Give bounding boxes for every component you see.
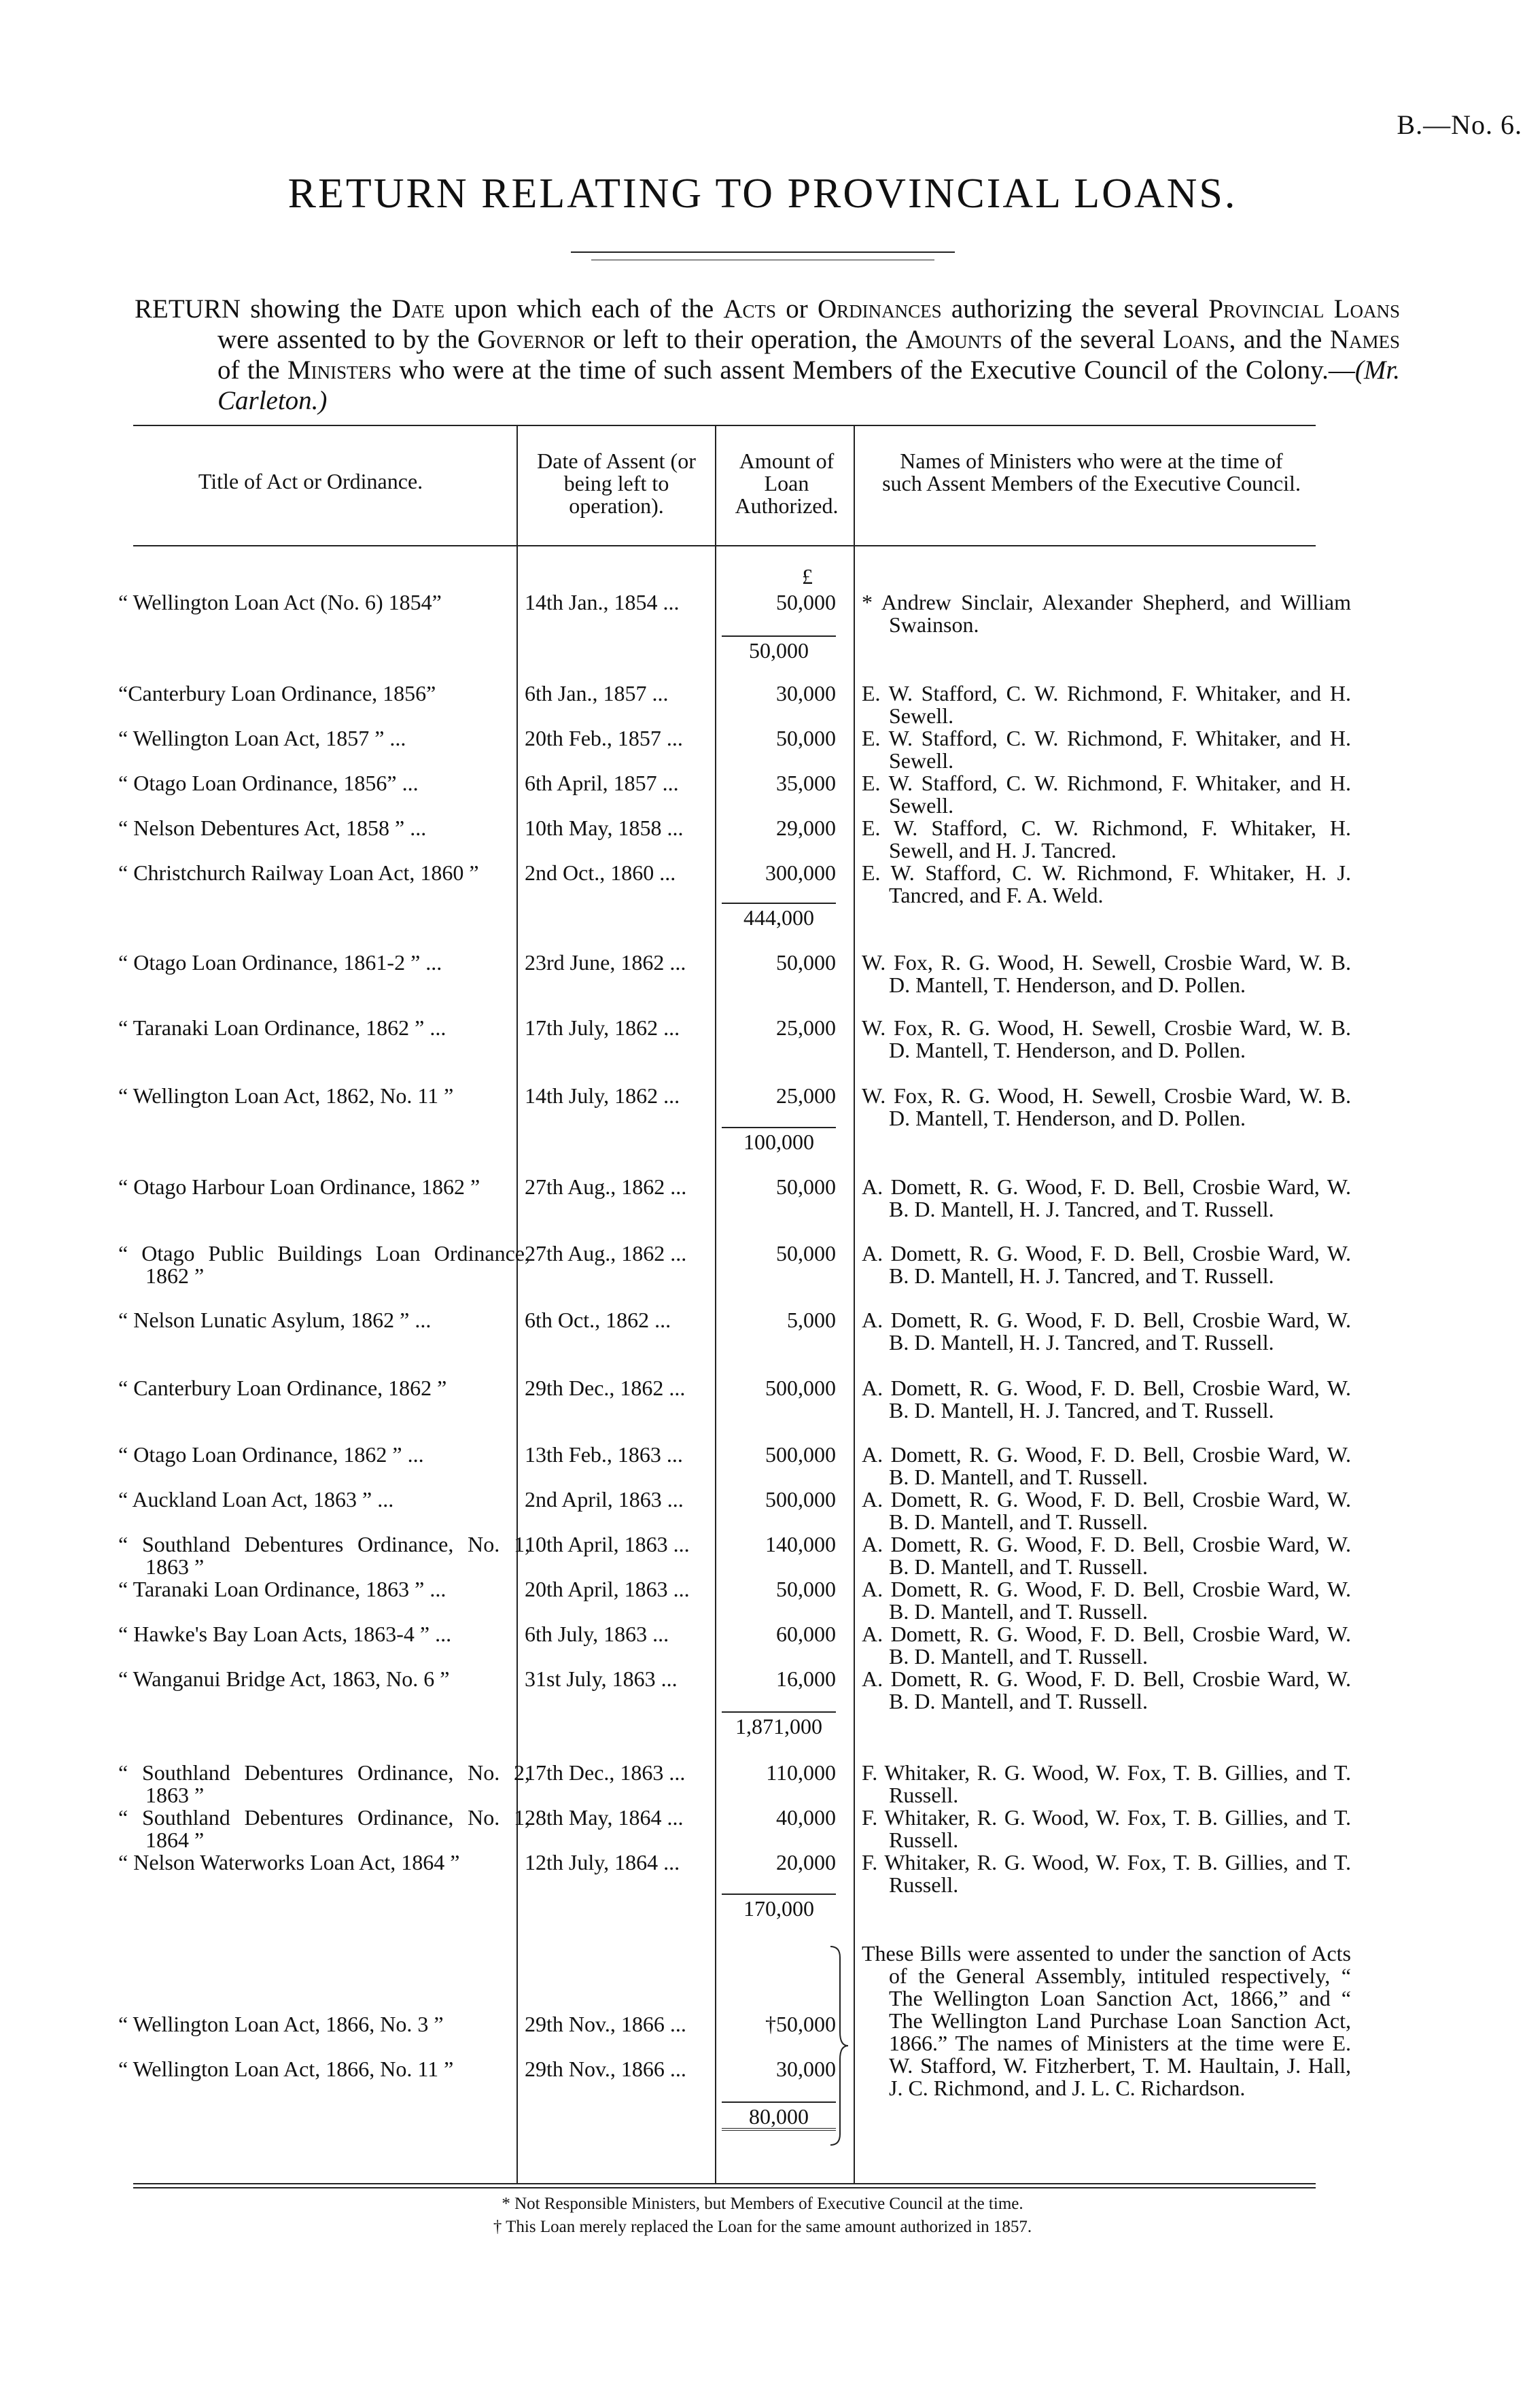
table-row-names: E. W. Stafford, C. W. Richmond, F. Whitaker, H. J. Tancred, and F. A. Weld. [862,860,1351,907]
brace-mark [828,1944,852,2148]
table-row-names: E. W. Stafford, C. W. Richmond, F. Whitaker, and H. Sewell. [862,681,1351,728]
table-row-title: “ Otago Loan Ordinance, 1862 ” ... [118,1442,424,1467]
table-row-title: “ Southland Debentures Ordinance, No. 1, 1863 ” [118,1532,530,1579]
table-row-date: 29th Nov., 1866 ... [525,2057,686,2081]
table-row-date: 13th Feb., 1863 ... [525,1442,683,1467]
table-row-amount: 25,000 [776,1083,836,1108]
table-row-amount: 40,000 [776,1805,836,1830]
table-row-date: 29th Dec., 1862 ... [525,1376,686,1400]
subtotal: 1,871,000 [722,1711,836,1738]
table-row-title: “ Otago Loan Ordinance, 1861-2 ” ... [118,950,442,975]
table-row-names: E. W. Stafford, C. W. Richmond, F. Whitaker, and H. Sewell. [862,726,1351,773]
page-title: RETURN RELATING TO PROVINCIAL LOANS. [287,171,1238,217]
table-row-title: “ Nelson Waterworks Loan Act, 1864 ” [118,1850,460,1874]
table-row-amount: 60,000 [776,1622,836,1646]
table-row-date: 31st July, 1863 ... [525,1667,678,1691]
table-row-date: 2nd Oct., 1860 ... [525,860,676,885]
table-row-names: W. Fox, R. G. Wood, H. Sewell, Crosbie Ward, W. B. D. Mantell, T. Henderson, and D. Pollen. [862,1083,1351,1130]
table-row-title: “ Wellington Loan Act, 1866, No. 3 ” [118,2012,444,2036]
table-row-names: A. Domett, R. G. Wood, F. D. Bell, Crosbie Ward, W. B. D. Mantell, H. J. Tancred, and T. Russell. [862,1308,1351,1355]
table-row-title: “ Canterbury Loan Ordinance, 1862 ” [118,1376,447,1400]
table-row-names: W. Fox, R. G. Wood, H. Sewell, Crosbie Ward, W. B. D. Mantell, T. Henderson, and D. Pollen. [862,950,1351,997]
table-row-date: 23rd June, 1862 ... [525,950,686,975]
table-row-amount: 50,000 [776,590,836,614]
subtotal: 100,000 [722,1127,836,1153]
footnote: * Not Responsible Ministers, but Members of Executive Council at the time. [502,2195,1023,2213]
subtotal: 80,000 [722,2101,836,2131]
table-row-amount: 5,000 [787,1308,836,1332]
table-row-amount: 50,000 [776,1577,836,1601]
subtotal: 444,000 [722,903,836,929]
table-row-names: W. Fox, R. G. Wood, H. Sewell, Crosbie Ward, W. B. D. Mantell, T. Henderson, and D. Pollen. [862,1015,1351,1062]
table-row-names: A. Domett, R. G. Wood, F. D. Bell, Crosbie Ward, W. B. D. Mantell, and T. Russell. [862,1577,1351,1624]
table-row-names: A. Domett, R. G. Wood, F. D. Bell, Crosbie Ward, W. B. D. Mantell, H. J. Tancred, and T. Russell. [862,1376,1351,1423]
table-row-names: E. W. Stafford, C. W. Richmond, F. Whitaker, H. Sewell, and H. J. Tancred. [862,816,1351,862]
column-divider-3 [854,426,855,2183]
table-row-title: “ Otago Public Buildings Loan Ordinance, 1862 ” [118,1241,530,1288]
column-divider-2 [715,426,716,2183]
title-rule [571,251,955,253]
table-row-title: “ Wellington Loan Act, 1862, No. 11 ” [118,1083,454,1108]
footnote-rule [133,2187,1316,2188]
table-row-names: A. Domett, R. G. Wood, F. D. Bell, Crosbie Ward, W. B. D. Mantell, and T. Russell. [862,1487,1351,1534]
table-row-names: A. Domett, R. G. Wood, F. D. Bell, Crosbie Ward, W. B. D. Mantell, and T. Russell. [862,1532,1351,1579]
table-row-amount: 25,000 [776,1015,836,1040]
table-row-title: “ Christchurch Railway Loan Act, 1860 ” [118,860,479,885]
currency-symbol: £ [802,564,813,589]
table-row-amount: 30,000 [776,2057,836,2081]
intro-paragraph: RETURN showing the Date upon which each of the Acts or Ordinances authorizing the several Provincial Loans were assented to by the Governor or left to their operation, the Amounts of the several Loans, and the Names of the Ministers who were at the time of such assent Members of the Executive Council of the Colony.—(Mr. Carleton.) [135,294,1400,415]
table-row-title: “ Southland Debentures Ordinance, No. 1, 1864 ” [118,1805,530,1852]
footnote: † This Loan merely replaced the Loan for the same amount authorized in 1857. [493,2218,1032,2236]
table-row-date: 27th Aug., 1862 ... [525,1174,687,1199]
table-row-amount: 35,000 [776,771,836,795]
table-row-date: 12th July, 1864 ... [525,1850,680,1874]
table-row-amount: 500,000 [765,1442,836,1467]
table-row-amount: 140,000 [765,1532,836,1556]
table-row-title: “ Hawke's Bay Loan Acts, 1863-4 ” ... [118,1622,452,1646]
table-bottom-rule [133,2183,1316,2184]
table-row-names: A. Domett, R. G. Wood, F. D. Bell, Crosbie Ward, W. B. D. Mantell, and T. Russell. [862,1442,1351,1489]
table-row-date: 29th Nov., 1866 ... [525,2012,686,2036]
table-row-names: A. Domett, R. G. Wood, F. D. Bell, Crosbie Ward, W. B. D. Mantell, and T. Russell. [862,1622,1351,1669]
table-row-title: “ Nelson Debentures Act, 1858 ” ... [118,816,427,840]
header-names: Names of Ministers who were at the time of such Assent Members of the Executive Council. [882,449,1301,495]
table-row-date: 17th Dec., 1863 ... [525,1760,686,1785]
table-row-amount: 50,000 [776,726,836,750]
table-row-date: 28th May, 1864 ... [525,1805,684,1830]
table-row-amount: 50,000 [776,1174,836,1199]
table-row-amount: 500,000 [765,1376,836,1400]
table-row-title: “Canterbury Loan Ordinance, 1856” [118,681,436,705]
table-row-date: 14th Jan., 1854 ... [525,590,680,614]
sanction-note: These Bills were assented to under the sanction of Acts of the General Assembly, intituled respectively, “ The Wellington Loan Sanction Act, 1866,” and “ The Wellington Land Purchase Loan Sanction Act, 1866.” The names of Ministers at the time were E. W. Stafford, W. Fitzherbert, T. M. Haultain, J. Hall, J. C. Richmond, and J. L. C. Richardson. [862,1941,1351,2100]
header-date: Date of Assent (or being left to operation). [537,449,696,518]
table-row-date: 6th April, 1857 ... [525,771,679,795]
table-row-amount: 300,000 [765,860,836,885]
table-row-names: F. Whitaker, R. G. Wood, W. Fox, T. B. Gillies, and T. Russell. [862,1850,1351,1897]
table-row-names: * Andrew Sinclair, Alexander Shepherd, and William Swainson. [862,590,1351,637]
table-row-amount: 110,000 [766,1760,836,1785]
document-reference: B.—No. 6. [1397,109,1522,140]
table-row-amount: 50,000 [776,1241,836,1266]
table-row-amount: †50,000 [765,2012,836,2036]
subtotal: 50,000 [722,635,836,662]
table-row-date: 14th July, 1862 ... [525,1083,680,1108]
header-amount: Amount of Loan Authorized. [735,449,839,518]
header-title: Title of Act or Ordinance. [198,469,423,493]
table-top-rule [133,425,1316,426]
table-row-title: “ Taranaki Loan Ordinance, 1863 ” ... [118,1577,446,1601]
table-row-title: “ Southland Debentures Ordinance, No. 2, 1863 ” [118,1760,530,1807]
table-row-amount: 30,000 [776,681,836,705]
table-row-date: 6th Oct., 1862 ... [525,1308,671,1332]
table-row-amount: 50,000 [776,950,836,975]
table-row-date: 27th Aug., 1862 ... [525,1241,687,1266]
table-row-title: “ Nelson Lunatic Asylum, 1862 ” ... [118,1308,432,1332]
table-row-date: 6th July, 1863 ... [525,1622,669,1646]
table-row-names: A. Domett, R. G. Wood, F. D. Bell, Crosbie Ward, W. B. D. Mantell, H. J. Tancred, and T. Russell. [862,1241,1351,1288]
table-row-title: “ Otago Loan Ordinance, 1856” ... [118,771,419,795]
table-row-names: E. W. Stafford, C. W. Richmond, F. Whitaker, and H. Sewell. [862,771,1351,818]
table-row-date: 20th April, 1863 ... [525,1577,690,1601]
table-row-names: F. Whitaker, R. G. Wood, W. Fox, T. B. Gillies, and T. Russell. [862,1760,1351,1807]
table-row-amount: 16,000 [776,1667,836,1691]
table-row-date: 10th April, 1863 ... [525,1532,690,1556]
table-row-title: “ Wanganui Bridge Act, 1863, No. 6 ” [118,1667,450,1691]
table-row-title: “ Taranaki Loan Ordinance, 1862 ” ... [118,1015,446,1040]
table-row-title: “ Wellington Loan Act (No. 6) 1854” [118,590,442,614]
table-row-title: “ Wellington Loan Act, 1866, No. 11 ” [118,2057,454,2081]
table-row-names: A. Domett, R. G. Wood, F. D. Bell, Crosbie Ward, W. B. D. Mantell, H. J. Tancred, and T. Russell. [862,1174,1351,1221]
table-row-title: “ Auckland Loan Act, 1863 ” ... [118,1487,394,1512]
table-row-date: 6th Jan., 1857 ... [525,681,669,705]
table-row-amount: 500,000 [765,1487,836,1512]
table-row-date: 2nd April, 1863 ... [525,1487,684,1512]
table-row-names: A. Domett, R. G. Wood, F. D. Bell, Crosbie Ward, W. B. D. Mantell, and T. Russell. [862,1667,1351,1713]
table-row-title: “ Otago Harbour Loan Ordinance, 1862 ” [118,1174,480,1199]
table-row-date: 17th July, 1862 ... [525,1015,680,1040]
header-bottom-rule [133,545,1316,546]
table-row-date: 20th Feb., 1857 ... [525,726,683,750]
table-row-names: F. Whitaker, R. G. Wood, W. Fox, T. B. Gillies, and T. Russell. [862,1805,1351,1852]
table-row-date: 10th May, 1858 ... [525,816,684,840]
table-row-amount: 20,000 [776,1850,836,1874]
table-row-title: “ Wellington Loan Act, 1857 ” ... [118,726,406,750]
table-row-amount: 29,000 [776,816,836,840]
subtotal: 170,000 [722,1894,836,1920]
